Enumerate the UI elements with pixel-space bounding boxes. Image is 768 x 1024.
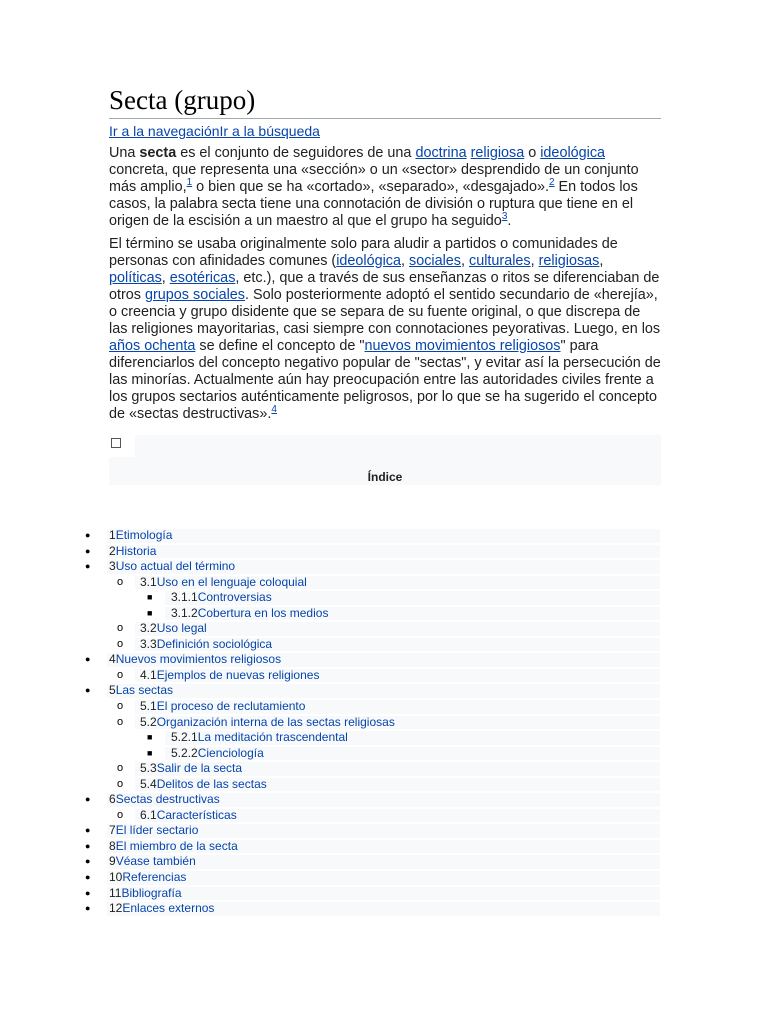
toc-item-link[interactable]: Referencias <box>122 870 187 885</box>
toc-item-text <box>109 839 238 855</box>
bullet-dot-icon: ● <box>85 545 91 556</box>
text: , <box>161 270 170 286</box>
toc-item-link[interactable]: La meditación trascendental <box>197 730 348 745</box>
toc-item[interactable] <box>84 575 660 591</box>
text: , etc.), que a través de sus enseñanzas o ritos se diferenciaban de otros <box>109 270 660 303</box>
bullet-dot-icon: ● <box>85 530 91 540</box>
toc-item-text <box>140 575 307 591</box>
toc-item-background <box>135 622 660 636</box>
text: concreta, que representa una «sección» o un «sector» desprendido de un conjunto más amplio, <box>109 162 639 195</box>
bullet-circle-icon: o <box>117 668 124 681</box>
toc-item-link[interactable]: Historia <box>115 543 157 558</box>
toc-item-text <box>140 761 242 777</box>
toc-item-link[interactable]: Cobertura en los medios <box>197 605 329 620</box>
toc-item-link[interactable]: Enlaces externos <box>122 901 215 916</box>
text: , <box>599 253 604 269</box>
toc-item-link[interactable]: El proceso de reclutamiento <box>156 699 306 714</box>
checkbox-icon[interactable] <box>111 438 121 448</box>
toc-item-number: 3.1 <box>140 574 157 589</box>
toc-item[interactable] <box>84 761 660 777</box>
link-politicas[interactable]: políticas <box>109 270 162 286</box>
toc-item-link[interactable]: Nuevos movimientos religiosos <box>115 652 282 667</box>
toc-item-background <box>107 871 660 885</box>
toc-item-link[interactable]: Uso legal <box>156 621 207 636</box>
toc-item-text <box>171 606 328 622</box>
toc-item-text <box>109 528 172 544</box>
toc-item-number: 3 <box>109 559 116 574</box>
link-religiosa[interactable]: religiosa <box>470 145 525 161</box>
bullet-circle-icon: o <box>117 715 124 728</box>
toc-item-number: 5.1 <box>140 699 157 714</box>
text: " para diferenciarlos del concepto negativo popular de "sectas", y evitar así la persecución de las minorías. Actualmente aún hay preocupación entre las autoridades civiles frente a los grupos sectarios auténticamente peligrosos, por lo que se ha sugerido el concepto de «sectas destructivas». <box>109 338 661 422</box>
toc-item-link[interactable]: Las sectas <box>115 683 174 698</box>
toc-item-number: 5.2 <box>140 714 157 729</box>
toc-item-number: 4.1 <box>140 667 157 682</box>
toc-item-text <box>109 870 186 886</box>
toc-item-text <box>140 621 207 637</box>
bullet-circle-icon: o <box>117 808 124 821</box>
bullet-dot-icon: ● <box>85 794 91 805</box>
toc-item-number: 7 <box>109 823 116 838</box>
toc-item-number: 5.2.1 <box>171 730 198 745</box>
toc-item-text <box>140 777 267 793</box>
article <box>109 84 661 485</box>
toc-item-background <box>107 684 660 698</box>
toc-item-link[interactable]: Uso actual del término <box>115 559 236 574</box>
text: . Solo posteriormente adoptó el sentido secundario de «herejía», o creencia y grupo disidente que se separa de su fuente original, o que discrepa de las religiones mayoritarias, casi siempre con connotaciones peyorativas. Luego, en los <box>109 287 661 337</box>
toc-item[interactable] <box>84 792 660 808</box>
toc-item-number: 5.4 <box>140 776 157 791</box>
toc-item[interactable] <box>84 699 660 715</box>
bullet-circle-icon: o <box>117 700 124 713</box>
toc-item-number: 1 <box>109 528 116 542</box>
toc-item[interactable] <box>84 730 660 746</box>
bullet-dot-icon: ● <box>85 872 91 883</box>
bullet-circle-icon: o <box>117 777 124 790</box>
toc-item-link[interactable]: Véase también <box>115 854 196 869</box>
toc-item[interactable] <box>84 590 660 606</box>
toc-item-number: 3.1.2 <box>171 605 198 620</box>
toc-item[interactable] <box>84 715 660 731</box>
link-doctrina[interactable]: doctrina <box>415 145 467 161</box>
bullet-dot-icon: ● <box>85 654 91 665</box>
bullet-circle-icon: o <box>117 762 124 775</box>
toc-item[interactable] <box>84 823 660 839</box>
toc-header <box>109 435 661 485</box>
bold-term: secta <box>139 145 177 161</box>
text: es el conjunto de seguidores de una <box>176 145 416 161</box>
link-culturales[interactable]: culturales <box>469 253 531 269</box>
toc-item-text <box>109 683 173 699</box>
text: , <box>401 253 409 269</box>
toc-item-number: 6 <box>109 792 116 807</box>
toc-item-text <box>171 590 272 606</box>
toc-item-link[interactable]: Características <box>156 807 237 822</box>
toc-item-link[interactable]: Uso en el lenguaje coloquial <box>156 574 307 589</box>
toc-item-link[interactable]: Ejemplos de nuevas religiones <box>156 667 320 682</box>
text: se define el concepto de " <box>195 338 365 354</box>
link-sociales[interactable]: sociales <box>409 253 461 269</box>
text: o bien que se ha «cortado», «separado», «desgajado». <box>192 179 549 195</box>
toc-item-background <box>107 887 660 901</box>
toc-item-link[interactable]: Definición sociológica <box>156 636 273 651</box>
toc-item[interactable] <box>84 668 660 684</box>
toc-item-link[interactable]: Etimología <box>115 528 173 542</box>
bullet-dot-icon: ● <box>85 903 91 914</box>
toc-item-link[interactable]: Controversias <box>197 590 272 605</box>
bullet-dot-icon: ● <box>85 856 91 867</box>
toc-item-text <box>109 559 235 575</box>
toc-item[interactable] <box>84 606 660 622</box>
toc-item-text <box>140 808 237 824</box>
toc-item-number: 9 <box>109 854 116 869</box>
bullet-dot-icon: ● <box>85 887 91 898</box>
text: En todos los casos, la palabra secta tiene una connotación de división o ruptura que tiene en el origen de la escisión a un maestro al que el grupo ha seguido <box>109 179 638 229</box>
toc-item-number: 5.3 <box>140 761 157 776</box>
toc-item-number: 5 <box>109 683 116 698</box>
text: , <box>530 253 539 269</box>
jump-to-navigation-link[interactable]: Ir a la navegación <box>109 123 220 139</box>
link-ideologica[interactable]: ideológica <box>540 145 606 161</box>
bullet-circle-icon: o <box>117 622 124 635</box>
link-religiosas[interactable]: religiosas <box>538 253 600 269</box>
bullet-circle-icon: o <box>117 637 124 650</box>
toc-item-link[interactable]: Cienciología <box>197 745 264 760</box>
toc-item-text <box>109 823 198 839</box>
link-ideologica-2[interactable]: ideológica <box>336 253 401 269</box>
toc-item-background <box>107 529 660 543</box>
toc-item[interactable] <box>84 777 660 793</box>
bullet-dot-icon: ● <box>85 685 91 696</box>
toc-item-text <box>171 746 264 762</box>
toc-item-link[interactable]: El líder sectario <box>115 823 199 838</box>
toc-item-number: 3.1.1 <box>171 590 198 605</box>
bullet-square-icon: ■ <box>147 592 153 603</box>
reference-4[interactable]: 4 <box>271 404 277 416</box>
toc-item[interactable] <box>84 559 660 575</box>
text: . <box>507 213 512 229</box>
link-nuevos-movimientos-religiosos[interactable]: nuevos movimientos religiosos <box>364 338 561 354</box>
toc-list <box>84 528 660 917</box>
toc-item-text <box>109 854 196 870</box>
text: El término se usaba originalmente solo para aludir a partidos o comunidades de personas con afinidades comunes ( <box>109 236 618 269</box>
reference-2[interactable]: 2 <box>549 177 555 189</box>
toc-item-link[interactable]: Bibliografía <box>121 885 182 900</box>
toc-item-link[interactable]: Delitos de las sectas <box>156 776 267 791</box>
toc-item-number: 3.3 <box>140 636 157 651</box>
toc-item-text <box>109 886 182 902</box>
toc-item[interactable] <box>84 901 660 917</box>
toc-toggle-area[interactable] <box>109 435 135 457</box>
toc-item[interactable] <box>84 839 660 855</box>
page-title: Secta (grupo) <box>109 84 661 119</box>
reference-3[interactable]: 3 <box>501 211 508 223</box>
toc-item-number: 3.2 <box>140 621 157 636</box>
history-paragraph <box>109 236 661 423</box>
bullet-square-icon: ■ <box>147 607 153 618</box>
toc-item[interactable] <box>84 652 660 668</box>
toc-item-link[interactable]: Sectas destructivas <box>115 792 220 807</box>
jump-to-search-link[interactable]: Ir a la búsqueda <box>219 123 320 139</box>
toc-item-number: 11 <box>109 885 122 900</box>
toc-item-text <box>140 699 305 715</box>
text: Una <box>109 145 140 161</box>
toc-item-text <box>171 730 348 746</box>
toc-item[interactable] <box>84 746 660 762</box>
link-anos-ochenta[interactable]: años ochenta <box>109 338 196 354</box>
bullet-square-icon: ■ <box>147 747 153 758</box>
toc-item[interactable] <box>84 854 660 870</box>
toc-item-background <box>107 545 660 559</box>
bullet-circle-icon: o <box>117 575 124 588</box>
reference-1[interactable]: 1 <box>186 177 193 189</box>
toc-item[interactable] <box>84 886 660 902</box>
link-grupos-sociales[interactable]: grupos sociales <box>145 287 245 303</box>
toc-item-number: 10 <box>109 870 123 885</box>
toc-title: Índice <box>367 470 403 484</box>
toc-item[interactable] <box>84 528 660 544</box>
text: o <box>524 145 541 161</box>
toc-item[interactable] <box>84 683 660 699</box>
toc-item[interactable] <box>84 544 660 560</box>
toc-item-link[interactable]: Organización interna de las sectas religiosas <box>156 714 395 729</box>
toc-item-text <box>109 901 214 917</box>
toc-item-text <box>140 715 395 731</box>
toc-item-link[interactable]: El miembro de la secta <box>115 838 238 853</box>
toc-item-number: 5.2.2 <box>171 745 198 760</box>
jump-links <box>109 123 661 139</box>
link-esotericas[interactable]: esotéricas <box>169 270 236 286</box>
bullet-dot-icon: ● <box>85 561 91 572</box>
toc-item-number: 8 <box>109 838 116 853</box>
bullet-square-icon: ■ <box>147 732 153 743</box>
toc-item-number: 12 <box>109 901 123 916</box>
toc-item-number: 2 <box>109 543 116 558</box>
toc-item[interactable] <box>84 808 660 824</box>
toc-item[interactable] <box>84 870 660 886</box>
toc-item-link[interactable]: Salir de la secta <box>156 761 243 776</box>
intro-paragraph <box>109 145 661 230</box>
toc-item-text <box>140 637 272 653</box>
text: , <box>461 253 469 269</box>
bullet-dot-icon: ● <box>85 840 91 851</box>
toc-item-text <box>109 544 156 560</box>
toc-item-text <box>109 652 281 668</box>
toc-item-text <box>109 792 220 808</box>
toc-item-text <box>140 668 319 684</box>
toc-item[interactable] <box>84 621 660 637</box>
toc-item-number: 4 <box>109 652 116 667</box>
toc-item[interactable] <box>84 637 660 653</box>
toc-item-number: 6.1 <box>140 807 157 822</box>
bullet-dot-icon: ● <box>85 825 91 836</box>
